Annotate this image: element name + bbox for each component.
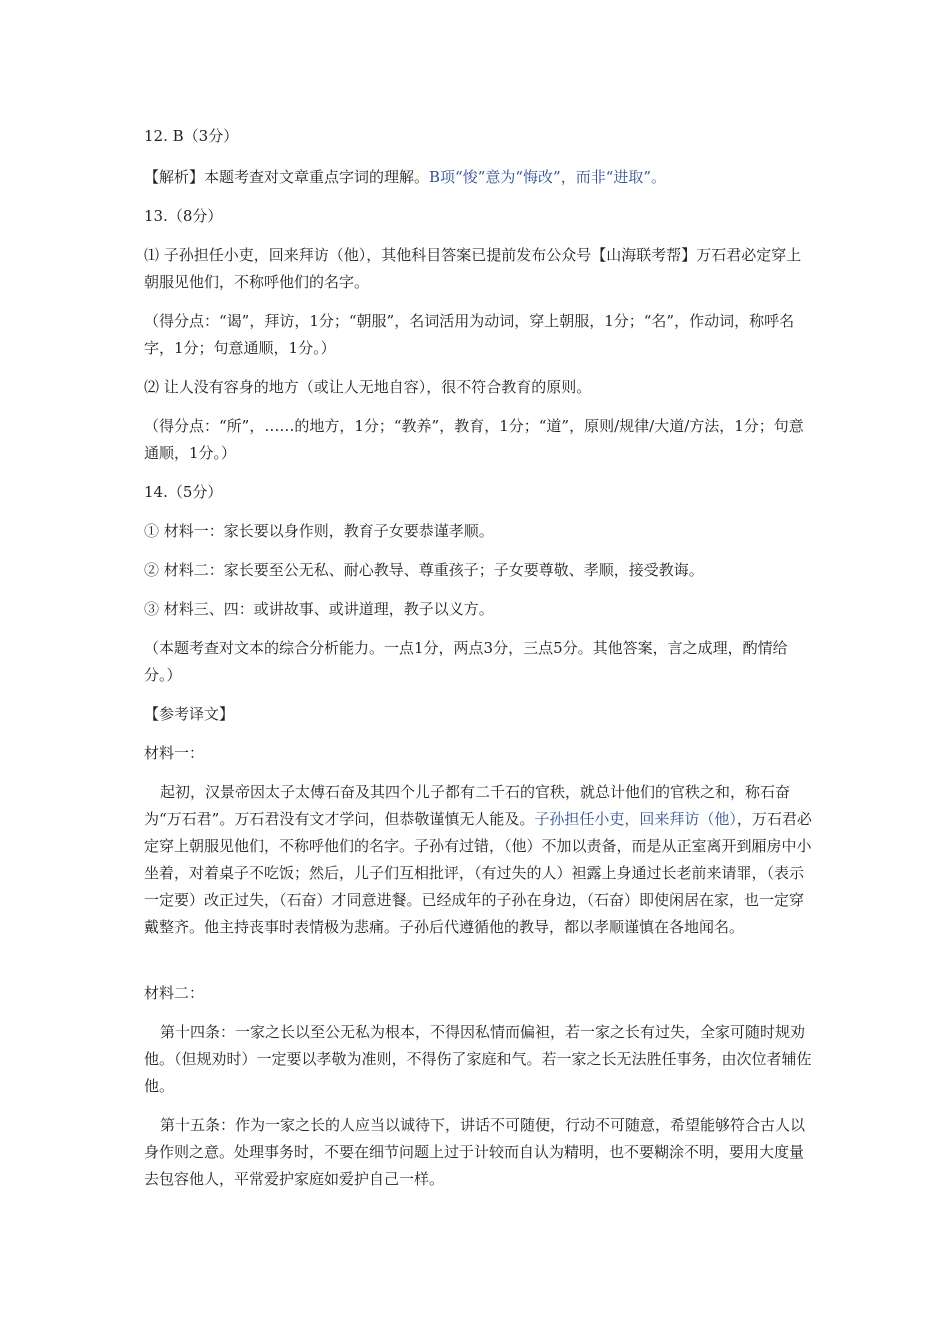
q12-analysis-highlight: B项“悛”意为“悔改”，而非“进取”。 (429, 168, 667, 186)
q12-analysis (144, 164, 812, 191)
material2-article14: 第十四条：一家之长以至公无私为根本，不得因私情而偏袒，若一家之长有过失，全家可随时规劝他。（但规劝时）一定要以孝敬为准则，不得伤了家庭和气。若一家之长无法胜任事务，由次位者辅佐他。 (144, 1023, 812, 1095)
q13-part2-scoring: （得分点：“所”，……的地方，1分；“教养”，教育，1分；“道”，原则/规律/大道/方法，1分；句意通顺，1分。） (144, 417, 804, 462)
material1-text-part-b: ，万石君必定穿上朝服见他们，不称呼他们的名字。子孙有过错，（他）不加以责备，而是从正室离开到厢房中小坐着，对着桌子不吃饭；然后，儿子们互相批评，（有过失的人）袒露上身通过长老前来请罪，（表示一定要）改正过失，（石奋）才同意进餐。已经成年的子孙在身边，（石奋）即使闲居在家，也一定穿戴整齐。他主持丧事时表情极为悲痛。子孙后代遵循他的教导，都以孝顺谨慎在各地闻名。 (144, 810, 812, 936)
translation-heading: 【参考译文】 (144, 705, 235, 723)
material2-label: 材料二： (144, 984, 205, 1002)
q13-heading: 13.（8分） (144, 207, 223, 225)
q14-note: （本题考查对文本的综合分析能力。一点1分，两点3分，三点5分。其他答案，言之成理，酌情给分。） (144, 639, 788, 684)
q13-part1-scoring: （得分点：“谒”，拜访，1分；“朝服”，名词活用为动词，穿上朝服，1分；“名”，作动词，称呼名字，1分；句意通顺，1分。） (144, 312, 795, 357)
material1-text-highlight: 子孙担任小吏，回来拜访（他） (534, 810, 737, 828)
q12-answer: 12. B（3分） (144, 127, 239, 145)
material2-article15: 第十五条：作为一家之长的人应当以诚待下，讲话不可随便，行动不可随意，希望能够符合古人以身作则之意。处理事务时，不要在细节问题上过于计较而自认为精明，也不要糊涂不明，要用大度量去包容他人，平常爱护家庭如爱护自己一样。 (144, 1116, 806, 1188)
material1-label: 材料一： (144, 744, 205, 762)
material1-text (144, 779, 812, 941)
q14-item1: ① 材料一：家长要以身作则，教育子女要恭谨孝顺。 (144, 522, 494, 540)
q12-analysis-prefix: 【解析】本题考查对文章重点字词的理解。 (144, 168, 430, 186)
q14-item2: ② 材料二：家长要至公无私、耐心教导、尊重孩子；子女要尊敬、孝顺，接受教诲。 (144, 561, 704, 579)
q14-item3: ③ 材料三、四：或讲故事、或讲道理，教子以义方。 (144, 600, 494, 618)
material1-text-part-a: 起初，汉景帝因太子太傅石奋及其四个儿子都有二千石的官秩，就总计他们的官秩之和，称石奋为“万石君”。万石君没有文才学问，但恭敬谨慎无人能及。 (144, 783, 791, 828)
q13-part1: ⑴ 子孙担任小吏，回来拜访（他），其他科目答案已提前发布公众号【山海联考帮】万石君必定穿上朝服见他们，不称呼他们的名字。 (144, 246, 802, 291)
q13-part2: ⑵ 让人没有容身的地方（或让人无地自容），很不符合教育的原则。 (144, 378, 592, 396)
q14-heading: 14.（5分） (144, 483, 223, 501)
